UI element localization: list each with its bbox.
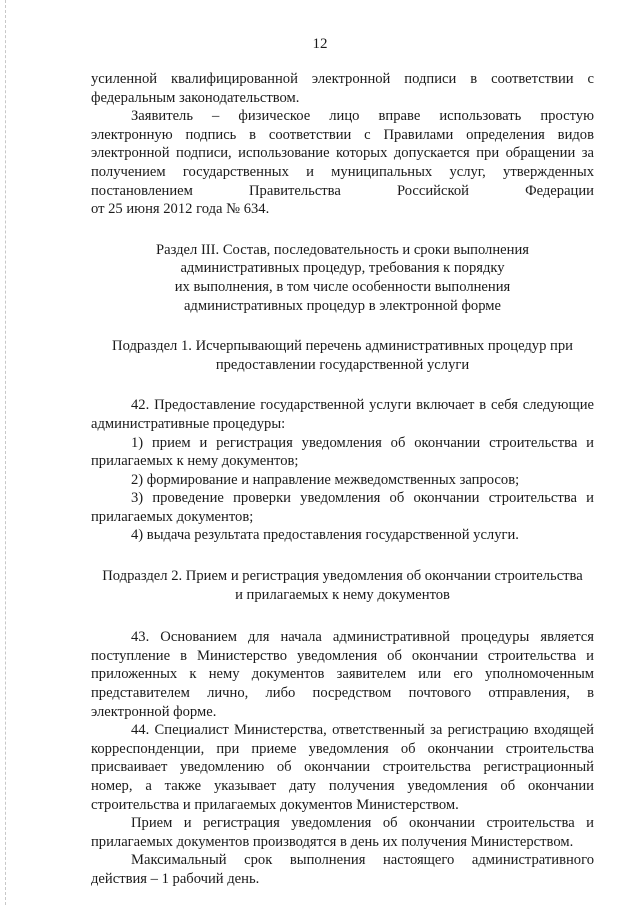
subsection-heading-1 <box>91 337 594 374</box>
text-line: электронной форме. <box>91 703 217 720</box>
text-line: Заявитель – физическое лицо вправе использовать простую <box>131 108 594 125</box>
text-line: постановлением Правительства Российской Федерации <box>91 182 594 199</box>
text-line: приложенных к нему документов заявителем или его уполномоченным <box>91 666 594 683</box>
subsection-heading-2 <box>91 567 594 604</box>
text-line: 4) выдача результата предоставления государственной услуги. <box>131 527 519 544</box>
item-44 <box>91 721 594 814</box>
heading-line: их выполнения, в том числе особенности выполнения <box>174 278 511 295</box>
text-line: административные процедуры: <box>91 415 286 432</box>
heading-line: Раздел III. Состав, последовательность и сроки выполнения <box>156 241 529 258</box>
page-number: 12 <box>312 36 328 52</box>
text-line: прилагаемых документов производятся в день их получения Министерством. <box>91 833 574 850</box>
text-line: поступление в Министерство уведомления об окончании строительства и <box>91 647 594 664</box>
text-line: прилагаемых к нему документов; <box>91 453 299 470</box>
text-line: 1) прием и регистрация уведомления об окончании строительства и <box>131 434 594 451</box>
document-body <box>91 70 594 889</box>
text-line: электронную подпись в соответствии с Правилами определения видов <box>91 126 594 143</box>
heading-line: административных процедур в электронной форме <box>183 297 502 314</box>
section-heading <box>91 241 594 315</box>
text-line: 2) формирование и направление межведомственных запросов; <box>131 471 520 488</box>
heading-line: предоставлении государственной услуги <box>215 356 470 373</box>
text-line: федеральным законодательством. <box>91 89 300 106</box>
item-42 <box>91 396 594 433</box>
text-line: прилагаемых документов; <box>91 508 254 525</box>
item-42-1 <box>91 434 594 471</box>
paragraph-reception <box>91 814 594 851</box>
text-line: электронной подписи, использование которых допускается при обращении за <box>91 145 594 162</box>
text-line: номер, а также указывает дату получения уведомления об окончании <box>91 778 594 794</box>
text-line: 3) проведение проверки уведомления об окончании строительства и <box>131 490 594 507</box>
text-line: корреспонденции, при приеме уведомления об окончании строительства <box>91 740 594 757</box>
text-line: Прием и регистрация уведомления об окончании строительства и <box>131 815 594 832</box>
text-line: 44. Специалист Министерства, ответственный за регистрацию входящей <box>131 722 594 739</box>
text-line: строительства и прилагаемых документов Министерством. <box>91 796 459 813</box>
heading-line: Подраздел 2. Прием и регистрация уведомления об окончании строительства <box>102 568 583 585</box>
paragraph-applicant <box>91 107 594 219</box>
text-line: 43. Основанием для начала административной процедуры является <box>131 629 594 646</box>
text-line: получением государственных и муниципальных услуг, утвержденных <box>91 163 594 180</box>
text-line: усиленной квалифицированной электронной подписи в соответствии с <box>91 71 594 87</box>
paragraph-deadline <box>91 851 594 888</box>
item-42-2 <box>91 471 594 490</box>
text-line: присваивает уведомлению об окончании строительства регистрационный <box>91 759 594 776</box>
item-42-4 <box>91 526 594 545</box>
heading-line: и прилагаемых к нему документов <box>235 586 450 603</box>
page-edge <box>5 0 6 905</box>
paragraph-continuation <box>91 70 594 107</box>
text-line: действия – 1 рабочий день. <box>91 870 260 887</box>
text-line: 42. Предоставление государственной услуги включает в себя следующие <box>131 397 594 414</box>
text-line: Максимальный срок выполнения настоящего административного <box>131 852 594 869</box>
text-line: от 25 июня 2012 года № 634. <box>91 201 270 218</box>
heading-line: административных процедур, требования к порядку <box>180 260 505 277</box>
item-43 <box>91 628 594 721</box>
heading-line: Подраздел 1. Исчерпывающий перечень административных процедур при <box>112 338 573 355</box>
item-42-3 <box>91 489 594 526</box>
text-line: представителем лично, либо посредством почтового отправления, в <box>91 685 594 702</box>
